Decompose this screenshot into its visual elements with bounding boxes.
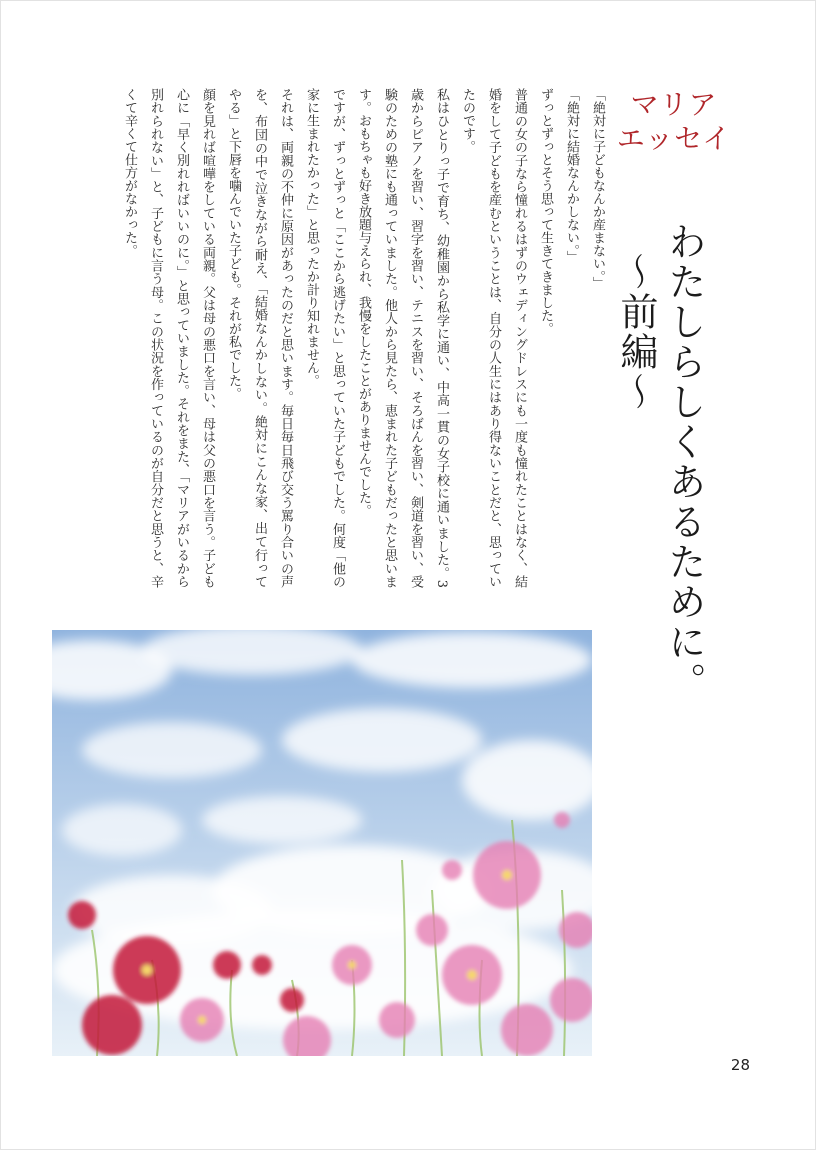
- body-paragraph: 「絶対に子どもなんか産まない。」: [590, 88, 605, 290]
- body-paragraph: 「絶対に結婚なんかしない。」: [564, 88, 579, 264]
- article-title-main: わたしらしくあるために。: [662, 222, 706, 702]
- essay-label-line-2: エッセイ: [616, 122, 732, 155]
- page-number: 28: [730, 1056, 750, 1074]
- article-subtitle: 〜前編〜: [614, 252, 658, 412]
- body-paragraph: 顔を見れば喧嘩をしている両親。父は母の悪口を言い、母は父の悪口を言う。子ども心に「早く別れればいいのに。」と思っていました。それをまた、「マリアがいるから別れられない」と、子どもに言う母。この状況を作っているのが自分だと思うと、辛くて辛くて仕方がなかった。: [122, 88, 215, 588]
- body-paragraph: それは、両親の不仲に原因があったのだと思います。毎日毎日飛び交う罵り合いの声を、布団の中で泣きながら耐え、「結婚なんかしない。絶対にこんな家、出て行ってやる」と下唇を噛んでいた子ども。それが私でした。: [226, 88, 293, 588]
- body-paragraph: ずっとずっとそう思って生きてきました。: [538, 88, 553, 335]
- article-title: [614, 222, 708, 832]
- watercolor-illustration: [52, 630, 592, 1056]
- essay-series-label: [614, 88, 734, 156]
- essay-label-line-1: マリア: [630, 88, 718, 121]
- article-body: [58, 88, 610, 588]
- body-paragraph: 私はひとりっ子で育ち、幼稚園から私学に通い、中高一貫の女子校に通いました。3歳からピアノを習い、習字を習い、テニスを習い、そろばんを習い、剣道を習い、受験のための塾にも通っていました。他人から見たら、恵まれた子どもだったと思います。おもちゃも好き放題与えられ、我慢をしたことがありませんでした。: [356, 88, 449, 588]
- sky-and-cosmos-image: [52, 630, 592, 1056]
- body-paragraph: ですが、ずっとずっと「ここから逃げたい」と思っていた子どもでした。何度「他の家に生まれたかった」と思ったか計り知れません。: [304, 88, 345, 588]
- body-paragraph: 普通の女の子なら憧れるはずのウェディングドレスにも一度も憧れたことはなく、結婚をして子どもを産むということは、自分の人生にはあり得ないことだと、思っていたのです。: [460, 88, 527, 588]
